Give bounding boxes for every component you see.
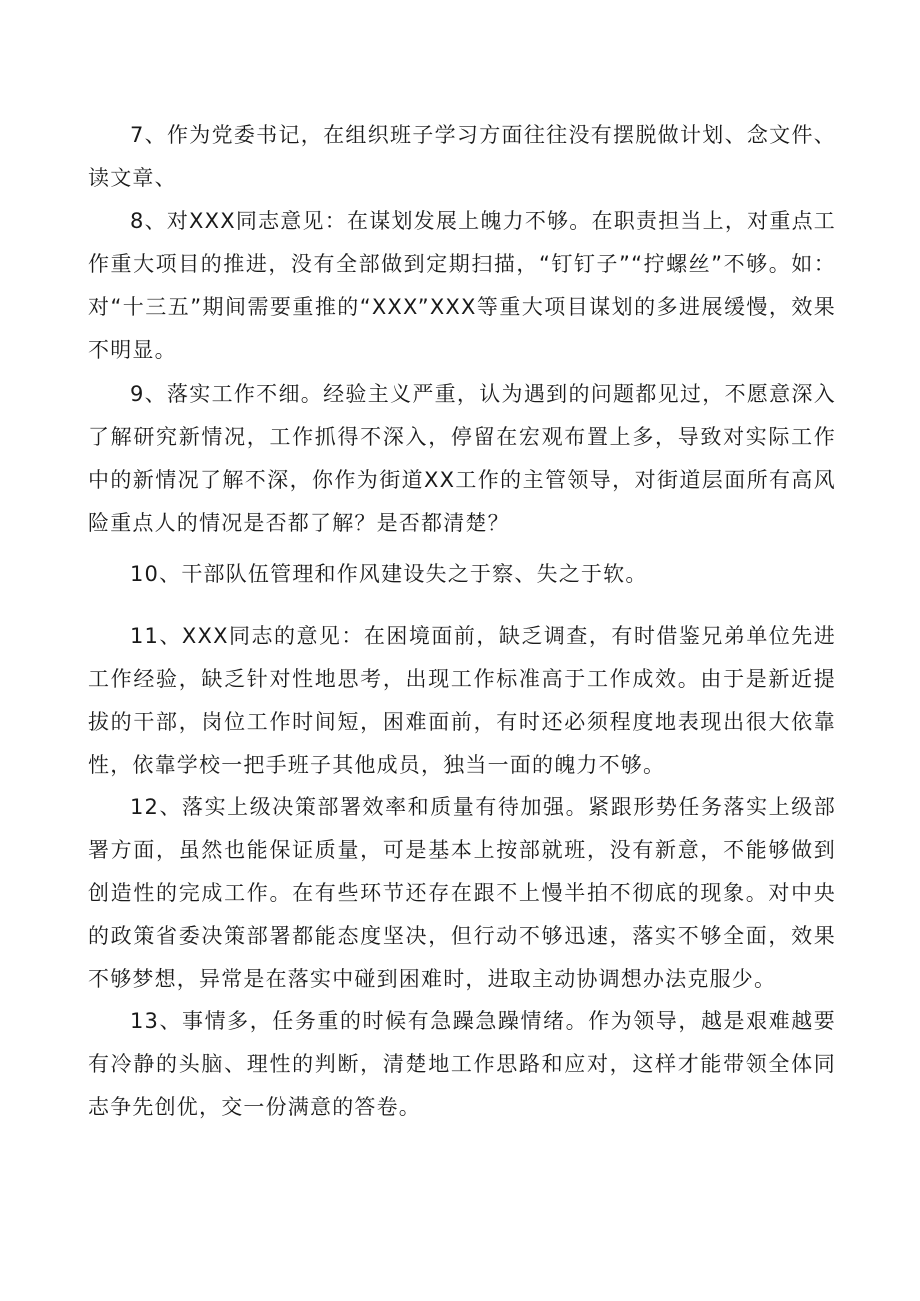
paragraph-12: 12、落实上级决策部署效率和质量有待加强。紧跟形势任务落实上级部署方面，虽然也能保证质量，可是基本上按部就班，没有新意，不能够做到创造性的完成工作。在有些环节还存在跟不上慢半拍不彻底的现象。对中央的政策省委决策部署都能态度坚决，但行动不够迅速，落实不够全面，效果不够梦想，异常是在落实中碰到困难时，进取主动协调想办法克服少。: [88, 795, 836, 991]
paragraph-7: 7、作为党委书记，在组织班子学习方面往往没有摆脱做计划、念文件、读文章、: [88, 123, 836, 190]
paragraph-11: 11、XXX同志的意见：在困境面前，缺乏调查，有时借鉴兄弟单位先进工作经验，缺乏针对性地思考，出现工作标准高于工作成效。由于是新近提拔的干部，岗位工作时间短，困难面前，有时还必须程度地表现出很大依靠性，依靠学校一把手班子其他成员，独当一面的魄力不够。: [88, 624, 836, 777]
paragraph-8: 8、对XXX同志意见：在谋划发展上魄力不够。在职责担当上，对重点工作重大项目的推进，没有全部做到定期扫描，“钉钉子”“拧螺丝”不够。如：对“十三五”期间需要重推的“XXX”XXX等重大项目谋划的多进展缓慢，效果不明显。: [88, 209, 836, 362]
paragraph-10: 10、干部队伍管理和作风建设失之于察、失之于软。: [130, 562, 648, 586]
paragraph-13: 13、事情多，任务重的时候有急躁急躁情绪。作为领导，越是艰难越要有冷静的头脑、理性的判断，清楚地工作思路和应对，这样才能带领全体同志争先创优，交一份满意的答卷。: [88, 1009, 836, 1119]
paragraph-9: 9、落实工作不细。经验主义严重，认为遇到的问题都见过，不愿意深入了解研究新情况，工作抓得不深入，停留在宏观布置上多，导致对实际工作中的新情况了解不深，你作为街道XX工作的主管领导，对街道层面所有高风险重点人的情况是否都了解？是否都清楚？: [88, 382, 836, 535]
